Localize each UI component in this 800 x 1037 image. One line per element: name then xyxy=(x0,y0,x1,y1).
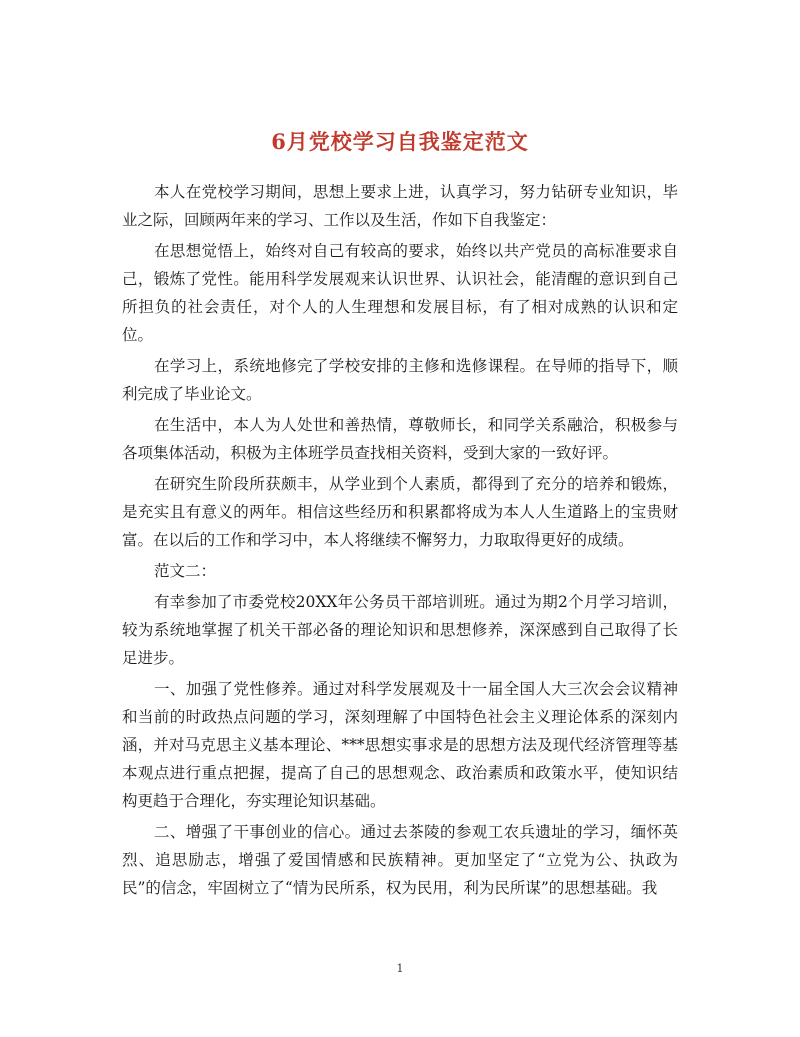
document-body xyxy=(122,178,678,902)
paragraph-summary: 在研究生阶段所获颇丰，从学业到个人素质，都得到了充分的培养和锻炼，是充实且有意义的两年。相信这些经历和积累都将成为本人人生道路上的宝贵财富。在以后的工作和学习中，本人将继续不懈努力，力取取得更好的成绩。 xyxy=(122,475,678,549)
paragraph-confidence: 二、增强了干事创业的信心。通过去茶陵的参观工农兵遗址的学习，缅怀英烈、追思励志，增强了爱国情感和民族精神。更加坚定了“立党为公、执政为民”的信念，牢固树立了“情为民所系，权为民用，利为民所谋”的思想基础。我 xyxy=(122,823,678,897)
paragraph-training-intro: 有幸参加了市委党校20XX年公务员干部培训班。通过为期2个月学习培训，较为系统地掌握了机关干部必备的理论知识和思想修养，深深感到自己取得了长足进步。 xyxy=(122,593,678,667)
paragraph-sample-two-heading: 范文二： xyxy=(154,562,217,580)
document-title: 6月党校学习自我鉴定范文 xyxy=(271,129,529,155)
paragraph-life: 在生活中，本人为人处世和善热情，尊敬师长，和同学关系融洽，积极参与各项集体活动，积极为主体班学员查找相关资料，受到大家的一致好评。 xyxy=(122,416,678,462)
paragraph-study: 在学习上，系统地修完了学校安排的主修和选修课程。在导师的指导下，顺利完成了毕业论文。 xyxy=(122,357,678,403)
paragraph-party-spirit: 一、加强了党性修养。通过对科学发展观及十一届全国人大三次会会议精神和当前的时政热点问题的学习，深刻理解了中国特色社会主义理论体系的深刻内涵，并对马克思主义基本理论、***思想实事求是的思想方法及现代经济管理等基本观点进行重点把握，提高了自己的思想观念、政治素质和政策水平，使知识结构更趋于合理化，夯实理论知识基础。 xyxy=(122,680,678,810)
page-number: 1 xyxy=(396,962,404,975)
paragraph-ideology: 在思想觉悟上，始终对自己有较高的要求，始终以共产党员的高标准要求自己，锻炼了党性。能用科学发展观来认识世界、认识社会，能清醒的意识到自己所担负的社会责任，对个人的人生理想和发展目标，有了相对成熟的认识和定位。 xyxy=(122,242,678,344)
paragraph-intro: 本人在党校学习期间，思想上要求上进，认真学习，努力钻研专业知识，毕业之际，回顾两年来的学习、工作以及生活，作如下自我鉴定： xyxy=(122,183,678,229)
